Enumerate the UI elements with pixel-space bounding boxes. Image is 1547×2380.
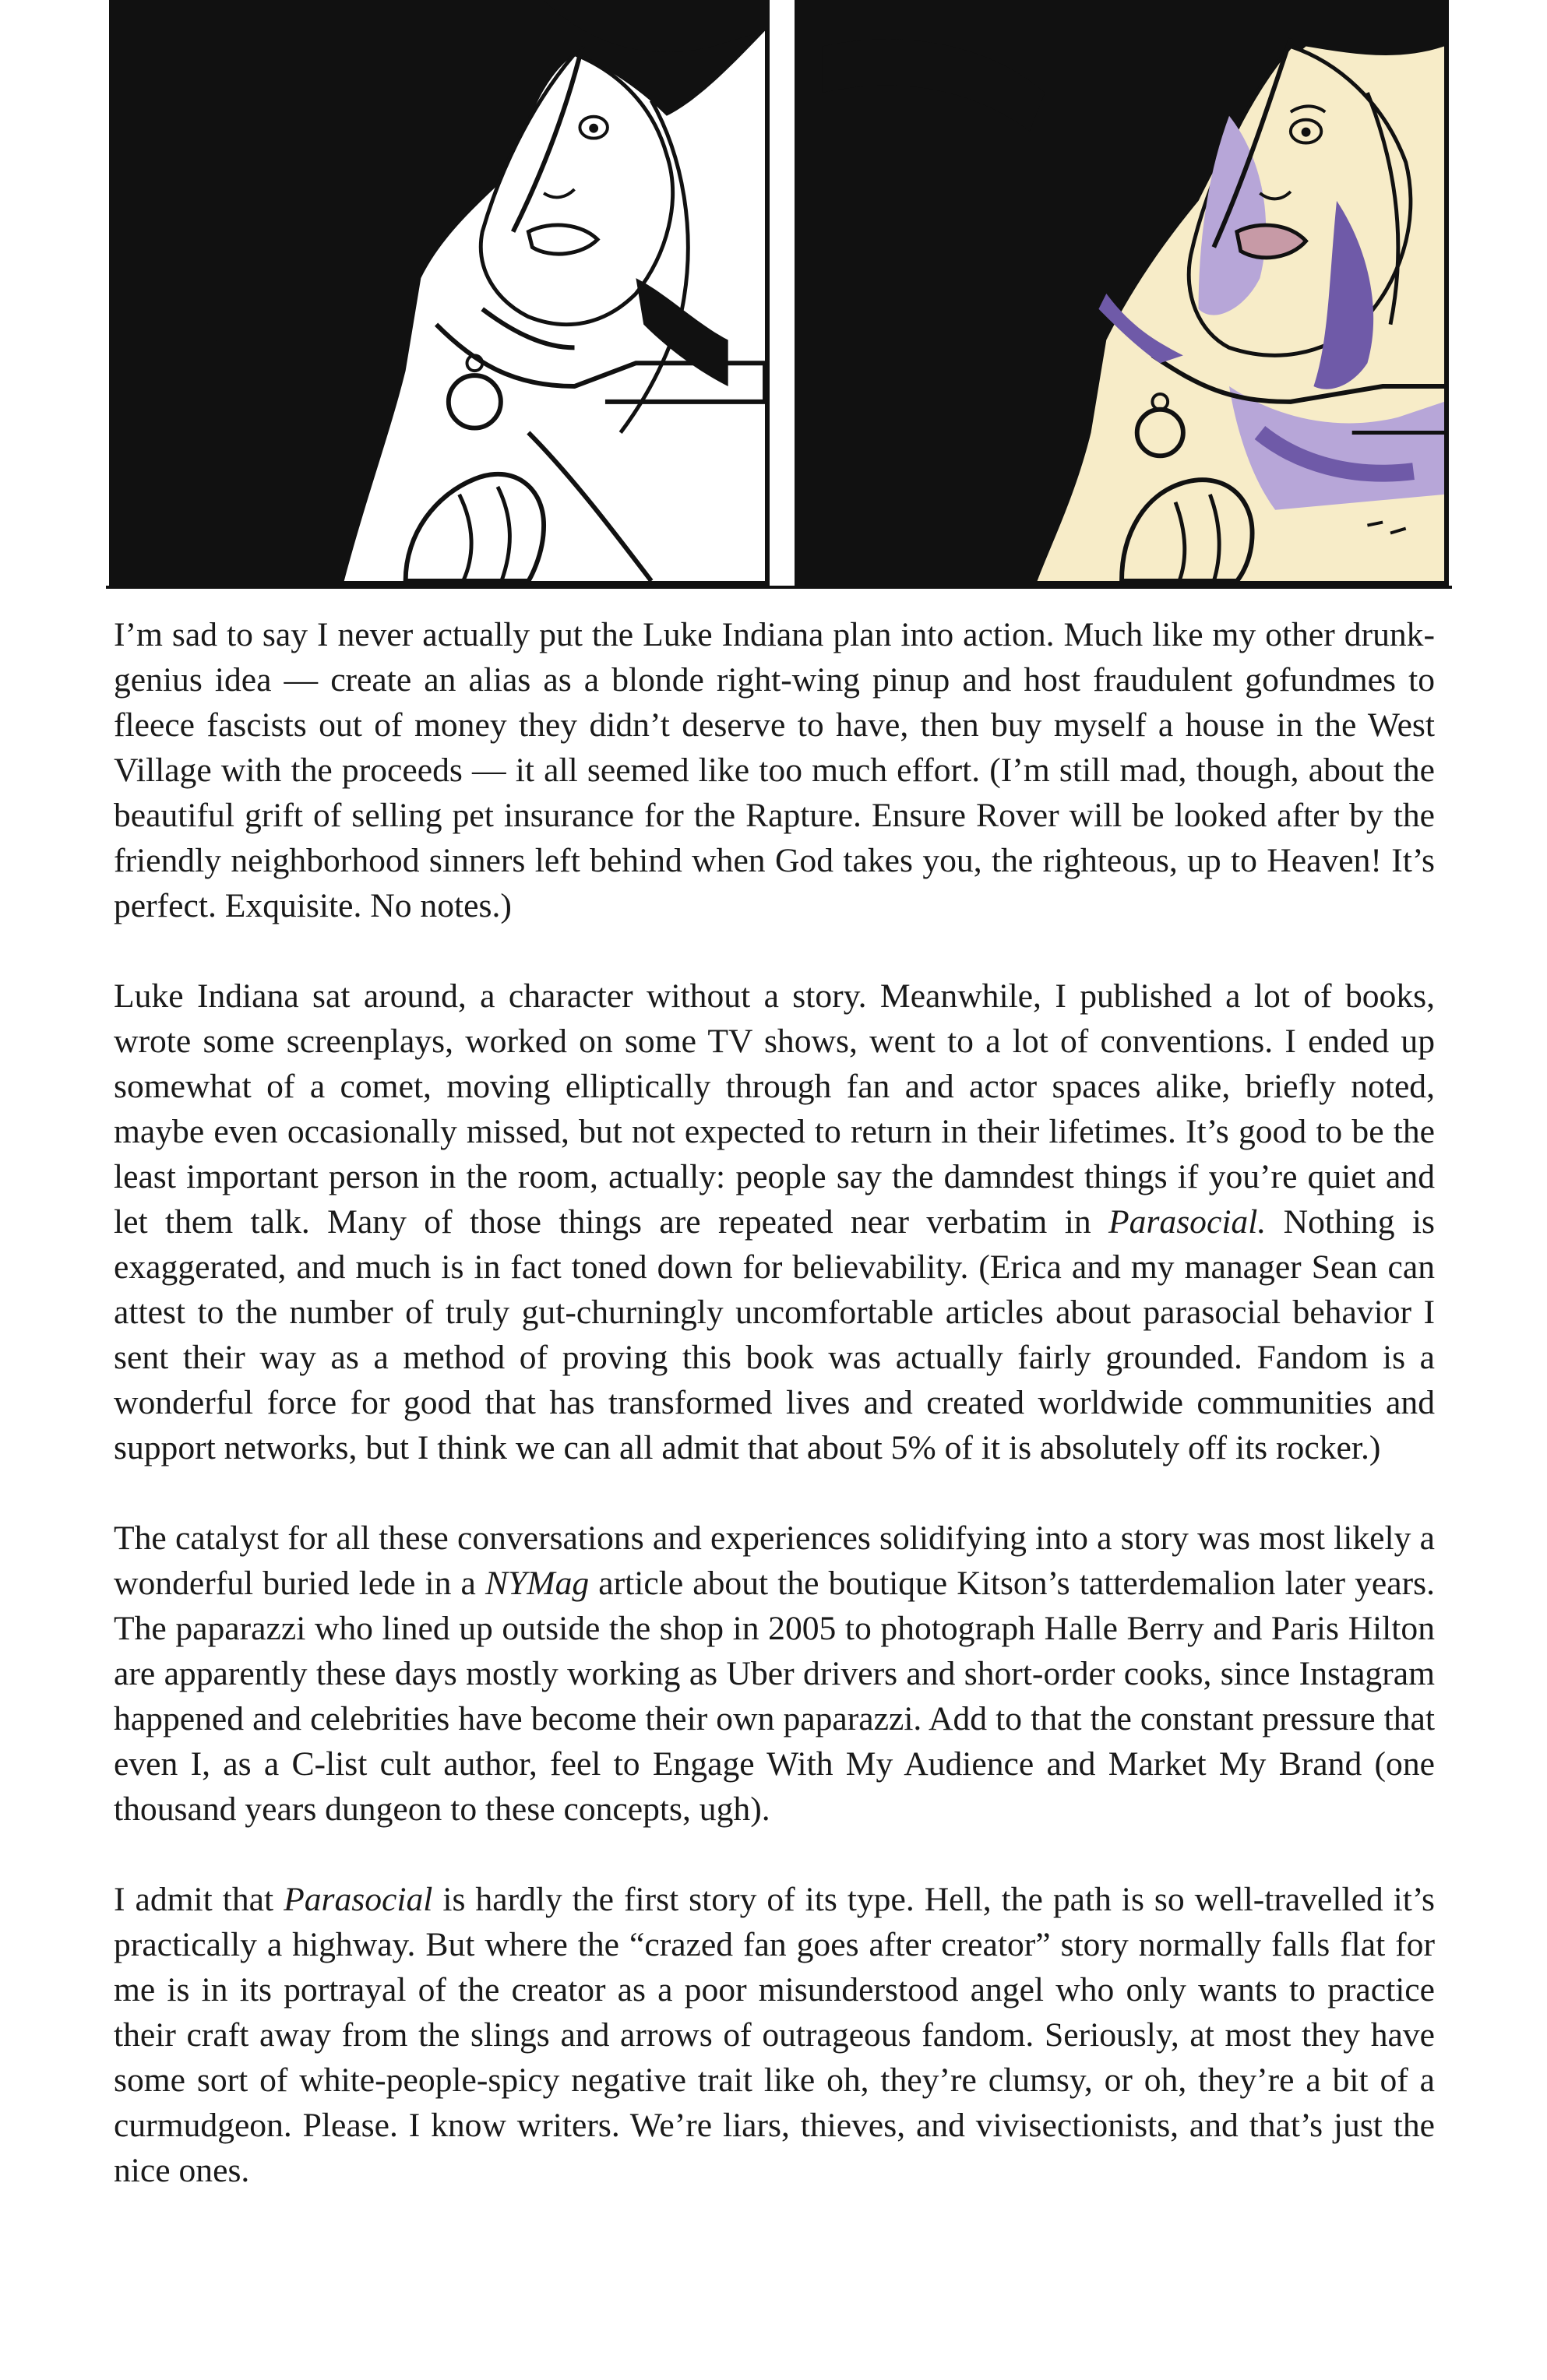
- woman-face-color-drawing: [799, 0, 1444, 581]
- book-title: Parasocial.: [1108, 1203, 1267, 1241]
- paragraph-2: [114, 973, 1435, 1470]
- paragraph-3-after: article about the boutique Kitson’s tatterdemalion later years. The paparazzi who lined up outside the shop in 2005 to photograph Halle Berry and Paris Hilton are apparently these days mostly working as Uber drivers and short-order cooks, since Instagram happened and celebrities have become their own paparazzi. Add to that the constant pressure that even I, as a C-list cult author, feel to Engage With My Audience and Market My Brand (one thousand years dungeon to these concepts, ugh).: [114, 1565, 1436, 1828]
- paragraph-2-before: Luke Indiana sat around, a character without a story. Meanwhile, I published a lot of books, wrote some screenplays, worked on some TV shows, went to a lot of conventions. I ended up somewhat of a comet, moving elliptically through fan and actor spaces alike, briefly noted, maybe even occasionally missed, but not expected to return in their lifetimes. It’s good to be the least important person in the room, actually: people say the damndest things if you’re quiet and let them talk. Many of those things are repeated near verbatim in: [114, 977, 1435, 1241]
- ink-panel: [109, 0, 770, 586]
- article-body: [114, 612, 1435, 2193]
- woman-face-ink-drawing: [114, 0, 765, 581]
- color-panel: [795, 0, 1449, 586]
- paragraph-4-after: is hardly the first story of its type. Hell, the path is so well-travelled it’s practically a highway. But where the “crazed fan goes after creator” story normally falls flat for me is in its portrayal of the creator as a poor misunderstood angel who only wants to practice their craft away from the slings and arrows of outrageous fandom. Seriously, at most they have some sort of white-people-spicy negative trait like oh, they’re clumsy, or oh, they’re a bit of a curmudgeon. Please. I know writers. We’re liars, thieves, and vivisectionists, and that’s just the nice ones.: [114, 1881, 1435, 2189]
- paragraph-1-text: I’m sad to say I never actually put the Luke Indiana plan into action. Much like my other drunk-genius idea — create an alias as a blonde right-wing pinup and host fraudulent gofundmes to fleece fascists out of money they didn’t deserve to have, then buy myself a house in the West Village with the proceeds — it all seemed like too much effort. (I’m still mad, though, about the beautiful grift of selling pet insurance for the Rapture. Ensure Rover will be looked after by the friendly neighborhood sinners left behind when God takes you, the righteous, up to Heaven! It’s perfect. Exquisite. No notes.): [114, 616, 1435, 924]
- paragraph-1: [114, 612, 1435, 928]
- paragraph-2-after: Nothing is exaggerated, and much is in fact toned down for believability. (Erica and my manager Sean can attest to the number of truly gut-churningly uncomfortable articles about parasocial behavior I sent their way as a method of proving this book was actually fairly grounded. Fandom is a wonderful force for good that has transformed lives and created worldwide communities and support networks, but I think we can all admit that about 5% of it is absolutely off its rocker.): [114, 1203, 1435, 1466]
- book-title: Parasocial: [284, 1881, 433, 1918]
- paragraph-4: [114, 1877, 1435, 2193]
- panel-baseline-rule: [106, 586, 1452, 589]
- comic-illustration: [109, 0, 1449, 592]
- publication-name: NYMag: [485, 1565, 590, 1602]
- paragraph-4-before: I admit that: [114, 1881, 284, 1918]
- paragraph-3: [114, 1516, 1435, 1832]
- paragraph-3-before: The catalyst for all these conversations and experiences solidifying into a story was most likely a wonderful buried lede in a: [114, 1519, 1435, 1602]
